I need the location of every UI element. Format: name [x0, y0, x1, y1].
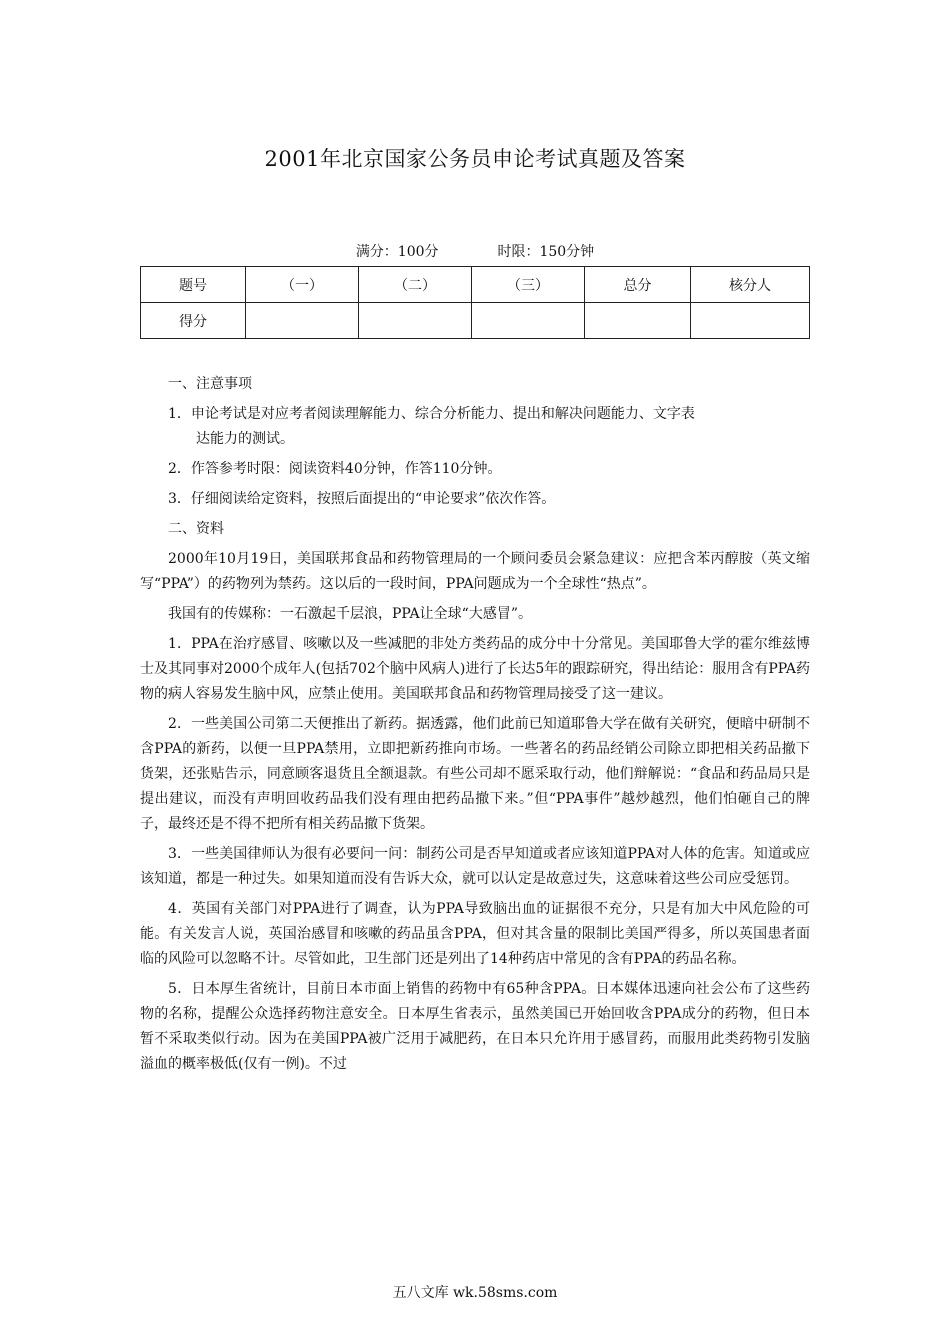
- score-cell: [472, 303, 585, 339]
- material-paragraph: 2．一些美国公司第二天便推出了新药。据透露，他们此前已知道耶鲁大学在做有关研究，便暗中研制不含PPA的新药，以便一旦PPA禁用，立即把新药推向市场。一些著名的药品经销公司除立即把相关药品撤下货架，还张贴告示，同意顾客退货且全额退款。有些公司却不愿采取行动，他们辩解说：“食品和药品局只是提出建议，而没有声明回收药品我们没有理由把药品撤下来。”但“PPA事件”越炒越烈，他们怕砸自己的牌子，最终还是不得不把所有相关药品撤下货架。: [140, 716, 810, 832]
- header-cell: 题号: [141, 267, 246, 303]
- notice-item: 1．申论考试是对应考者阅读理解能力、综合分析能力、提出和解决问题能力、文字表: [168, 406, 695, 422]
- material-paragraph: 我国有的传媒称：一石激起千层浪，PPA让全球“大感冒”。: [168, 606, 532, 622]
- document-title: 2001年北京国家公务员申论考试真题及答案: [264, 147, 686, 171]
- score-cell: [691, 303, 810, 339]
- notice-item: 3．仔细阅读给定资料，按照后面提出的“申论要求”依次作答。: [168, 491, 556, 507]
- material-paragraph: 2000年10月19日，美国联邦食品和药物管理局的一个顾问委员会紧急建议：应把含苯丙醇胺（英文缩写“PPA”）的药物列为禁药。这以后的一段时间，PPA问题成为一个全球性“热点”。: [140, 551, 810, 592]
- header-cell: 总分: [585, 267, 691, 303]
- score-cell: [246, 303, 359, 339]
- header-cell: （一）: [246, 267, 359, 303]
- page-footer: 五八文库 wk.58sms.com: [392, 1285, 558, 1301]
- score-table: [140, 266, 810, 339]
- notice-item-continuation: 达能力的测试。: [196, 431, 294, 447]
- material-paragraph: 4．英国有关部门对PPA进行了调查，认为PPA导致脑出血的证据很不充分，只是有加大中风危险的可能。有关发言人说，英国治感冒和咳嗽的药品虽含PPA，但对其含量的限制比美国严得多，所以英国患者面临的风险可以忽略不计。尽管如此，卫生部门还是列出了14种药店中常见的含有PPA的药品名称。: [140, 901, 810, 967]
- score-cell: [585, 303, 691, 339]
- score-table-header-row: [141, 267, 810, 303]
- header-cell: （三）: [472, 267, 585, 303]
- document-body: [140, 372, 810, 1082]
- score-table-score-row: [141, 303, 810, 339]
- exam-meta: [140, 241, 810, 261]
- row-label-cell: 得分: [141, 303, 246, 339]
- material-paragraph: 3．一些美国律师认为很有必要问一问：制药公司是否早知道或者应该知道PPA对人体的危害。知道或应该知道，都是一种过失。如果知道而没有告诉大众，就可以认定是故意过失，这意味着这些公司应受惩罚。: [140, 846, 810, 887]
- notice-item: 2．作答参考时限：阅读资料40分钟，作答110分钟。: [168, 461, 502, 477]
- full-score: 满分：100分: [355, 244, 439, 260]
- header-cell: （二）: [359, 267, 472, 303]
- material-paragraph: 1．PPA在治疗感冒、咳嗽以及一些减肥的非处方类药品的成分中十分常见。美国耶鲁大学的霍尔维兹博士及其同事对2000个成年人(包括702个脑中风病人)进行了长达5年的跟踪研究，得出结论：服用含有PPA药物的病人容易发生脑中风，应禁止使用。美国联邦食品和药物管理局接受了这一建议。: [140, 636, 810, 702]
- time-limit: 时限：150分钟: [497, 244, 595, 260]
- material-heading: 二、资料: [168, 521, 224, 537]
- material-paragraph: 5．日本厚生省统计，目前日本市面上销售的药物中有65种含PPA。日本媒体迅速向社会公布了这些药物的名称，提醒公众选择药物注意安全。日本厚生省表示，虽然美国已开始回收含PPA成分的药物，但日本暂不采取类似行动。因为在美国PPA被广泛用于减肥药，在日本只允许用于感冒药，而服用此类药物引发脑溢血的概率极低(仅有一例)。不过: [140, 981, 810, 1072]
- score-cell: [359, 303, 472, 339]
- notice-heading: 一、注意事项: [168, 376, 252, 392]
- header-cell: 核分人: [691, 267, 810, 303]
